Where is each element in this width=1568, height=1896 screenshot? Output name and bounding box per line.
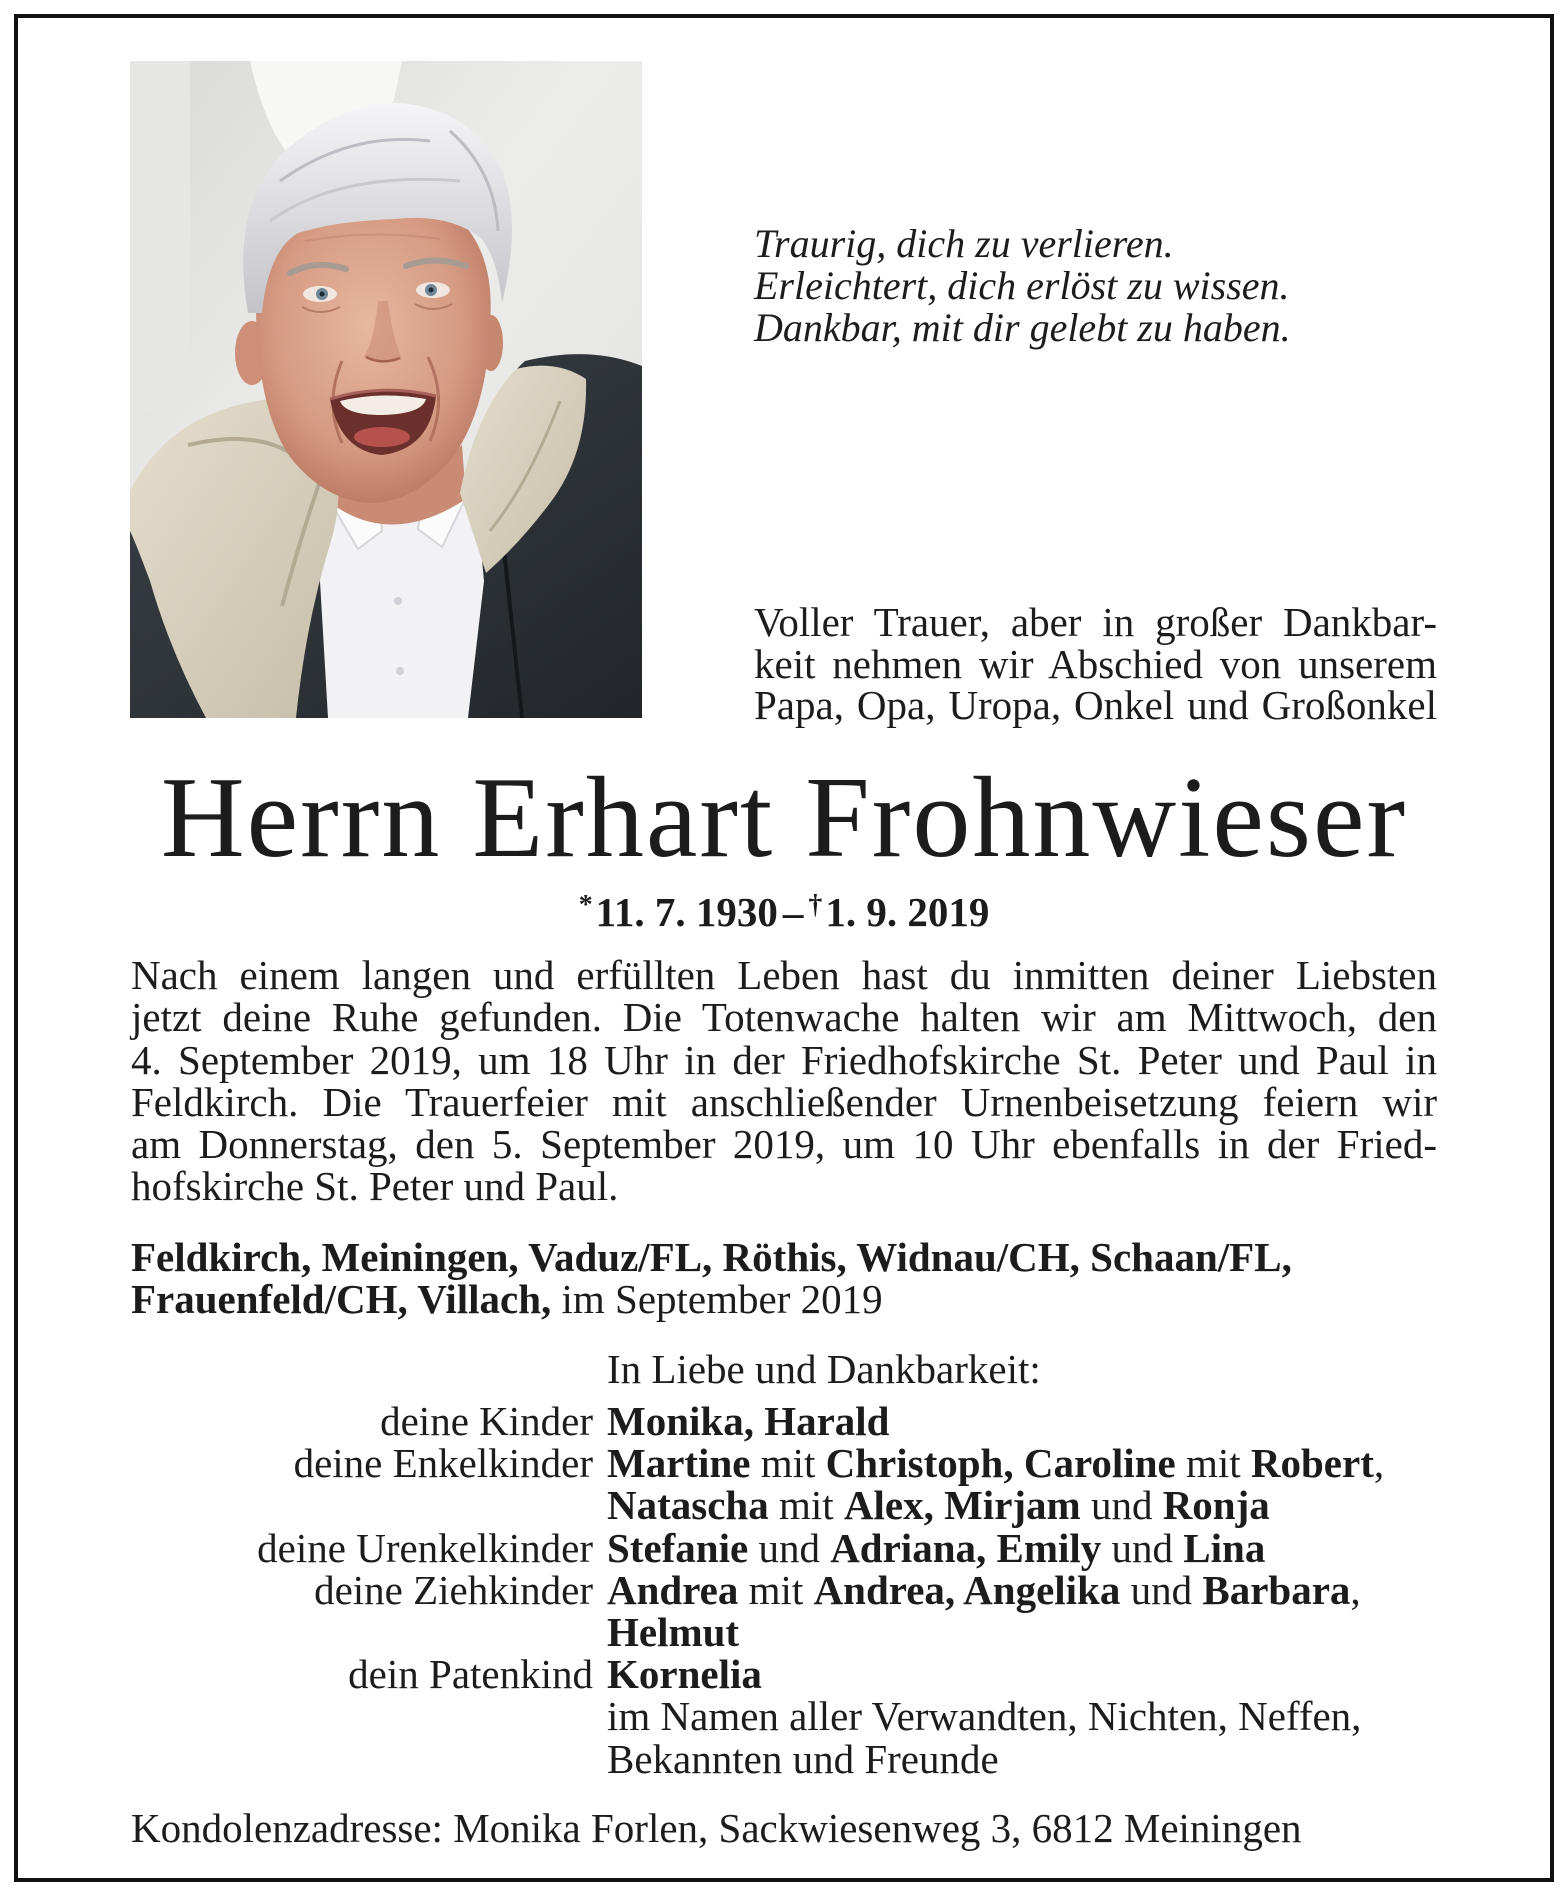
relation-names xyxy=(607,1735,999,1782)
relative-connector: und xyxy=(1101,1524,1184,1571)
relative-connector: Bekannten und Freunde xyxy=(607,1735,999,1782)
relation-label xyxy=(130,1484,593,1526)
place-name: Frauenfeld/CH, Villach, xyxy=(131,1276,552,1323)
relative-name: Stefanie xyxy=(607,1524,749,1571)
memorial-quote xyxy=(754,223,1291,349)
farewell-intro xyxy=(754,599,1437,728)
relative-name: Barbara xyxy=(1202,1566,1351,1613)
relation-names xyxy=(607,1609,740,1656)
family-row xyxy=(130,1651,1530,1698)
relative-connector: mit xyxy=(768,1482,844,1529)
family-row xyxy=(130,1735,1530,1782)
family-row xyxy=(130,1609,1530,1656)
relative-connector: im Namen aller Verwandten, Nichten, Neffen, xyxy=(607,1693,1362,1740)
intro-line: keit nehmen wir Abschied von unserem xyxy=(754,640,1437,687)
relation-label: dein Patenkind xyxy=(348,1651,593,1698)
announcement-line: Feldkirch. Die Trauerfeier mit anschließender Urnenbeisetzung feiern wir xyxy=(131,1078,1437,1125)
birth-date: 11. 7. 1930 xyxy=(595,889,778,935)
relation-names xyxy=(607,1566,1361,1613)
quote-line: Erleichtert, dich erlöst zu wissen. xyxy=(754,263,1290,308)
relation-names xyxy=(607,1524,1266,1571)
quote-line: Traurig, dich zu verlieren. xyxy=(754,221,1174,266)
relative-connector: mit xyxy=(750,1440,826,1487)
relative-connector: und xyxy=(1120,1566,1203,1613)
relative-name: Lina xyxy=(1183,1524,1266,1571)
family-row xyxy=(130,1524,1530,1571)
relative-connector: und xyxy=(748,1524,831,1571)
portrait-photo xyxy=(130,61,642,718)
relative-name: Andrea xyxy=(607,1566,739,1613)
date-separator: – xyxy=(782,889,804,935)
announcement-line: jetzt deine Ruhe gefunden. Die Totenwache halten wir am Mittwoch, den xyxy=(131,994,1437,1041)
relative-name: Martine xyxy=(607,1440,751,1487)
family-row xyxy=(130,1566,1530,1613)
announcement-line: Nach einem langen und erfüllten Leben hast du inmitten deiner Liebsten xyxy=(131,952,1437,998)
birth-symbol: * xyxy=(578,889,593,921)
relation-label: deine Kinder xyxy=(380,1398,593,1444)
relation-names xyxy=(607,1482,1270,1529)
relative-name: Ronja xyxy=(1162,1482,1270,1529)
relation-names xyxy=(607,1440,1385,1487)
relation-names xyxy=(607,1651,762,1698)
announcement-line: am Donnerstag, den 5. September 2019, um 10 Uhr ebenfalls in der Fried- xyxy=(131,1121,1437,1168)
relative-name: Adriana, Emily xyxy=(830,1524,1102,1571)
relative-name: Kornelia xyxy=(607,1651,762,1698)
life-dates xyxy=(0,891,1568,933)
relation-label xyxy=(130,1695,593,1737)
funeral-announcement xyxy=(131,954,1437,1208)
relation-label: deine Urenkelkinder xyxy=(257,1524,593,1571)
intro-line: Voller Trauer, aber in großer Dankbar- xyxy=(754,599,1437,645)
family-row xyxy=(130,1693,1530,1740)
relative-connector: und xyxy=(1080,1482,1163,1529)
relative-name: Christoph, Caroline xyxy=(825,1440,1176,1487)
family-row xyxy=(130,1440,1530,1487)
relative-connector: , xyxy=(1350,1566,1361,1613)
deceased-name: Herrn Erhart Frohnwieser xyxy=(160,754,1408,882)
family-row xyxy=(130,1400,1530,1442)
places-line xyxy=(131,1276,1531,1323)
intro-line: Papa, Opa, Uropa, Onkel und Großonkel xyxy=(754,682,1437,728)
quote-line: Dankbar, mit dir gelebt zu haben. xyxy=(754,305,1291,350)
relative-connector: mit xyxy=(738,1566,814,1613)
places-line xyxy=(131,1236,1531,1278)
announcement-line: 4. September 2019, um 18 Uhr in der Friedhofskirche St. Peter und Paul in xyxy=(131,1036,1437,1083)
place-name: Feldkirch, Meiningen, Vaduz/FL, Röthis, Widnau/CH, Schaan/FL, xyxy=(131,1234,1292,1280)
relative-connector: mit xyxy=(1175,1440,1251,1487)
announcement-line: hofskirche St. Peter und Paul. xyxy=(131,1163,619,1210)
relative-name: Monika, Harald xyxy=(607,1398,890,1444)
relation-label xyxy=(130,1611,593,1653)
relation-label: deine Enkelkinder xyxy=(293,1440,593,1487)
relation-label: deine Ziehkinder xyxy=(314,1566,593,1613)
relative-name: Robert xyxy=(1250,1440,1374,1487)
family-intro: In Liebe und Dankbarkeit: xyxy=(607,1346,1041,1392)
relative-name: Helmut xyxy=(607,1609,740,1656)
family-row xyxy=(130,1482,1530,1529)
condolence-address: Kondolenzadresse: Monika Forlen, Sackwiesenweg 3, 6812 Meiningen xyxy=(131,1805,1302,1851)
family-list xyxy=(130,1400,1530,1780)
death-symbol: † xyxy=(808,889,823,921)
death-date: 1. 9. 2019 xyxy=(825,889,990,935)
relation-names xyxy=(607,1400,889,1442)
relative-name: Andrea, Angelika xyxy=(813,1566,1121,1613)
relative-name: Alex, Mirjam xyxy=(843,1482,1081,1529)
relation-names xyxy=(607,1693,1362,1740)
relative-name: Natascha xyxy=(607,1482,769,1529)
relative-connector: , xyxy=(1373,1440,1385,1487)
relation-label xyxy=(130,1738,593,1780)
place-connector: im September 2019 xyxy=(551,1276,883,1323)
places-block xyxy=(131,1236,1531,1321)
